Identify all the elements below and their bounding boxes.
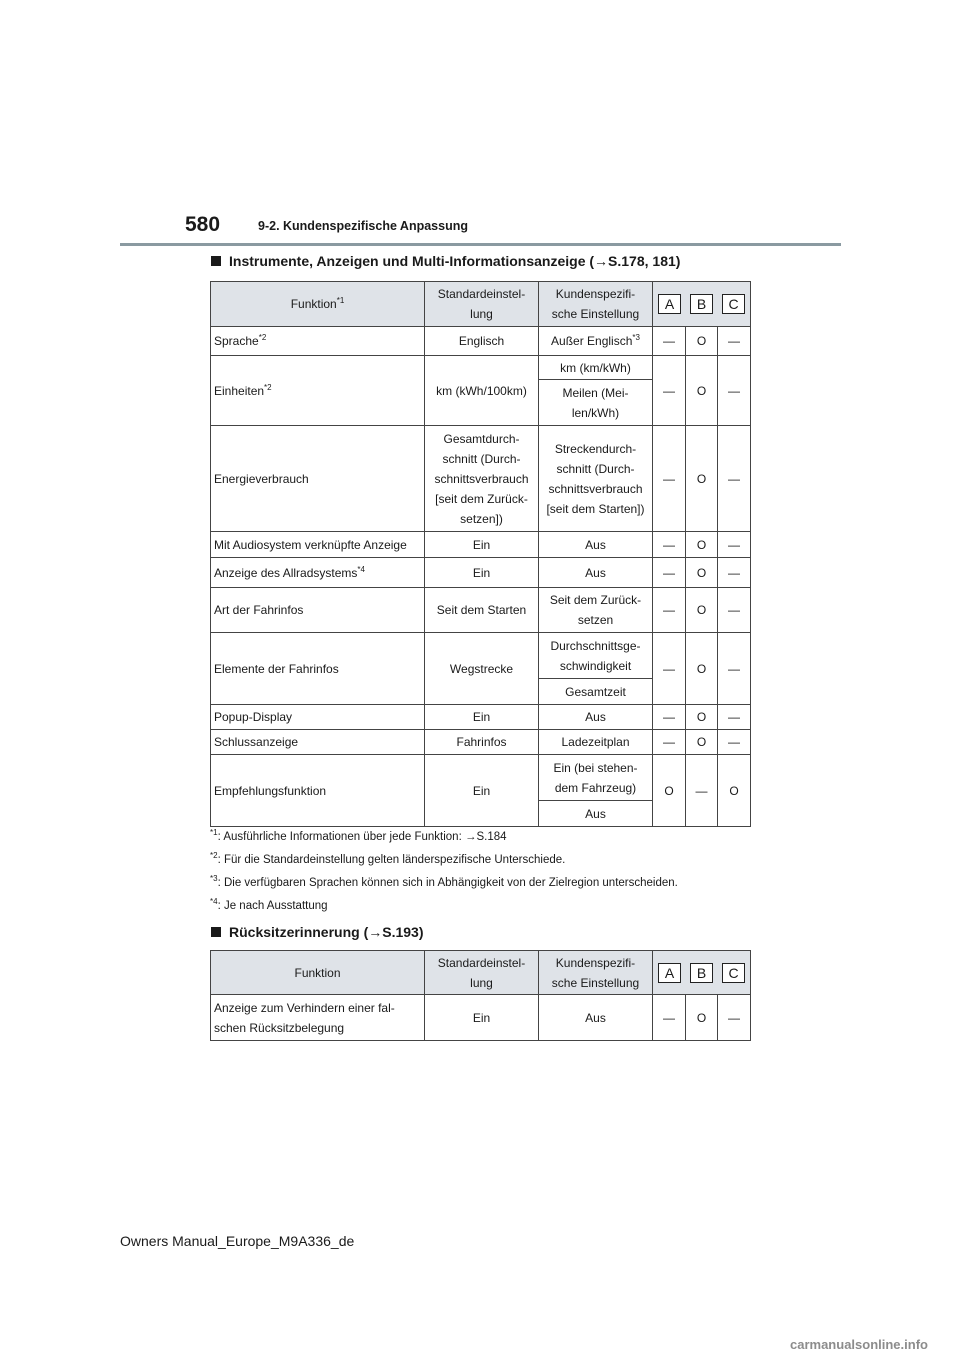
section-heading-instruments bbox=[211, 253, 680, 269]
cell-b: O bbox=[686, 633, 718, 705]
cell-a: — bbox=[653, 356, 686, 426]
table-row bbox=[211, 327, 751, 356]
cell-a: — bbox=[653, 532, 686, 558]
cell-default: Gesamtdurch- schnitt (Durch- schnittsverbrauch [seit dem Zurück- setzen]) bbox=[425, 426, 539, 532]
header-custom: Kundenspezifi- sche Einstellung bbox=[539, 951, 653, 995]
cell-custom: Aus bbox=[539, 705, 653, 730]
cell-custom: Ladezeitplan bbox=[539, 730, 653, 755]
table-row bbox=[211, 588, 751, 633]
cell-default: km (kWh/100km) bbox=[425, 356, 539, 426]
table-row bbox=[211, 558, 751, 588]
footnote: $^{*3}$: Die verfügbaren Sprachen können sich in Abhängigkeit von der Zielregion unterscheiden. bbox=[210, 874, 678, 889]
square-bullet-icon bbox=[211, 256, 221, 266]
section-heading-text: Rücksitzerinnerung (→S.193) bbox=[229, 924, 424, 940]
label-a-box: A bbox=[658, 294, 681, 314]
page-number: 580 bbox=[185, 213, 221, 236]
cell-default: Ein bbox=[425, 755, 539, 827]
cell-function: Art der Fahrinfos bbox=[211, 588, 425, 633]
cell-b: O bbox=[686, 588, 718, 633]
cell-c: — bbox=[718, 558, 751, 588]
cell-b: O bbox=[686, 558, 718, 588]
cell-c: — bbox=[718, 730, 751, 755]
cell-custom: Aus bbox=[539, 558, 653, 588]
cell-custom: Aus bbox=[539, 532, 653, 558]
cell-custom: Außer Englisch$^{*3}$ bbox=[539, 327, 653, 356]
cell-custom-option: km (km/kWh) bbox=[539, 356, 653, 380]
cell-a: — bbox=[653, 558, 686, 588]
header-function: Funktion bbox=[211, 951, 425, 995]
header-abc bbox=[653, 282, 751, 327]
cell-function: Empfehlungsfunktion bbox=[211, 755, 425, 827]
table-row bbox=[211, 755, 751, 801]
table-row bbox=[211, 426, 751, 532]
cell-a: O bbox=[653, 755, 686, 827]
cell-custom-option: Aus bbox=[539, 801, 653, 827]
header-custom: Kundenspezifi- sche Einstellung bbox=[539, 282, 653, 327]
label-c-box: C bbox=[722, 294, 745, 314]
cell-function: Anzeige zum Verhindern einer fal- schen Rücksitzbelegung bbox=[211, 995, 425, 1041]
cell-default: Wegstrecke bbox=[425, 633, 539, 705]
footnote: $^{*4}$: Je nach Ausstattung bbox=[210, 897, 328, 912]
watermark: carmanualsonline.info bbox=[790, 1337, 928, 1352]
cell-a: — bbox=[653, 730, 686, 755]
square-bullet-icon bbox=[211, 927, 221, 937]
header-abc bbox=[653, 951, 751, 995]
footnotes bbox=[210, 826, 678, 918]
header-divider bbox=[120, 243, 841, 246]
table-row bbox=[211, 730, 751, 755]
cell-a: — bbox=[653, 426, 686, 532]
section-heading-text: Instrumente, Anzeigen und Multi-Informationsanzeige (→S.178, 181) bbox=[229, 253, 681, 269]
cell-function: Mit Audiosystem verknüpfte Anzeige bbox=[211, 532, 425, 558]
table-row bbox=[211, 705, 751, 730]
cell-c: — bbox=[718, 633, 751, 705]
label-b-box: B bbox=[690, 294, 713, 314]
label-c-box: C bbox=[722, 963, 745, 983]
cell-c: O bbox=[718, 755, 751, 827]
cell-function: Einheiten$^{*2}$ bbox=[211, 356, 425, 426]
table-row bbox=[211, 532, 751, 558]
header-default: Standardeinstel- lung bbox=[425, 282, 539, 327]
manual-id: Owners Manual_Europe_M9A336_de bbox=[120, 1233, 355, 1249]
cell-function: Schlussanzeige bbox=[211, 730, 425, 755]
table-header-row bbox=[211, 951, 751, 995]
settings-table-rear-seat bbox=[210, 950, 751, 1041]
cell-function: Sprache$^{*2}$ bbox=[211, 327, 425, 356]
cell-custom-option: Ein (bei stehen- dem Fahrzeug) bbox=[539, 755, 653, 801]
cell-custom-option: Meilen (Mei- len/kWh) bbox=[539, 380, 653, 426]
cell-c: — bbox=[718, 588, 751, 633]
footnote: $^{*2}$: Für die Standardeinstellung gelten länderspezifische Unterschiede. bbox=[210, 851, 566, 866]
cell-function: Popup-Display bbox=[211, 705, 425, 730]
cell-b: O bbox=[686, 705, 718, 730]
cell-a: — bbox=[653, 588, 686, 633]
cell-c: — bbox=[718, 995, 751, 1041]
table-row bbox=[211, 633, 751, 679]
cell-b: — bbox=[686, 755, 718, 827]
header-function: Funktion$^{*1}$ bbox=[211, 282, 425, 327]
cell-default: Englisch bbox=[425, 327, 539, 356]
cell-default: Ein bbox=[425, 995, 539, 1041]
cell-a: — bbox=[653, 995, 686, 1041]
cell-function: Energieverbrauch bbox=[211, 426, 425, 532]
section-heading-rear-seat bbox=[211, 924, 424, 940]
cell-b: O bbox=[686, 327, 718, 356]
cell-custom-option: Gesamtzeit bbox=[539, 679, 653, 705]
cell-default: Seit dem Starten bbox=[425, 588, 539, 633]
cell-default: Fahrinfos bbox=[425, 730, 539, 755]
header-default: Standardeinstel- lung bbox=[425, 951, 539, 995]
cell-default: Ein bbox=[425, 558, 539, 588]
cell-c: — bbox=[718, 532, 751, 558]
cell-default: Ein bbox=[425, 532, 539, 558]
cell-b: O bbox=[686, 356, 718, 426]
section-title: 9-2. Kundenspezifische Anpassung bbox=[258, 219, 468, 233]
cell-function: Anzeige des Allradsystems$^{*4}$ bbox=[211, 558, 425, 588]
cell-b: O bbox=[686, 995, 718, 1041]
cell-custom: Aus bbox=[539, 995, 653, 1041]
cell-custom: Seit dem Zurück- setzen bbox=[539, 588, 653, 633]
cell-custom-option: Durchschnittsge- schwindigkeit bbox=[539, 633, 653, 679]
cell-b: O bbox=[686, 730, 718, 755]
table-row bbox=[211, 356, 751, 380]
cell-function: Elemente der Fahrinfos bbox=[211, 633, 425, 705]
cell-c: — bbox=[718, 705, 751, 730]
table-header-row bbox=[211, 282, 751, 327]
cell-b: O bbox=[686, 532, 718, 558]
cell-c: — bbox=[718, 327, 751, 356]
cell-a: — bbox=[653, 327, 686, 356]
cell-custom: Streckendurch- schnitt (Durch- schnittsverbrauch [seit dem Starten]) bbox=[539, 426, 653, 532]
cell-default: Ein bbox=[425, 705, 539, 730]
table-row bbox=[211, 995, 751, 1041]
footnote: $^{*1}$: Ausführliche Informationen über jede Funktion: →S.184 bbox=[210, 828, 507, 843]
label-b-box: B bbox=[690, 963, 713, 983]
cell-c: — bbox=[718, 356, 751, 426]
label-a-box: A bbox=[658, 963, 681, 983]
cell-c: — bbox=[718, 426, 751, 532]
cell-a: — bbox=[653, 705, 686, 730]
cell-a: — bbox=[653, 633, 686, 705]
cell-b: O bbox=[686, 426, 718, 532]
settings-table-instruments bbox=[210, 281, 751, 827]
